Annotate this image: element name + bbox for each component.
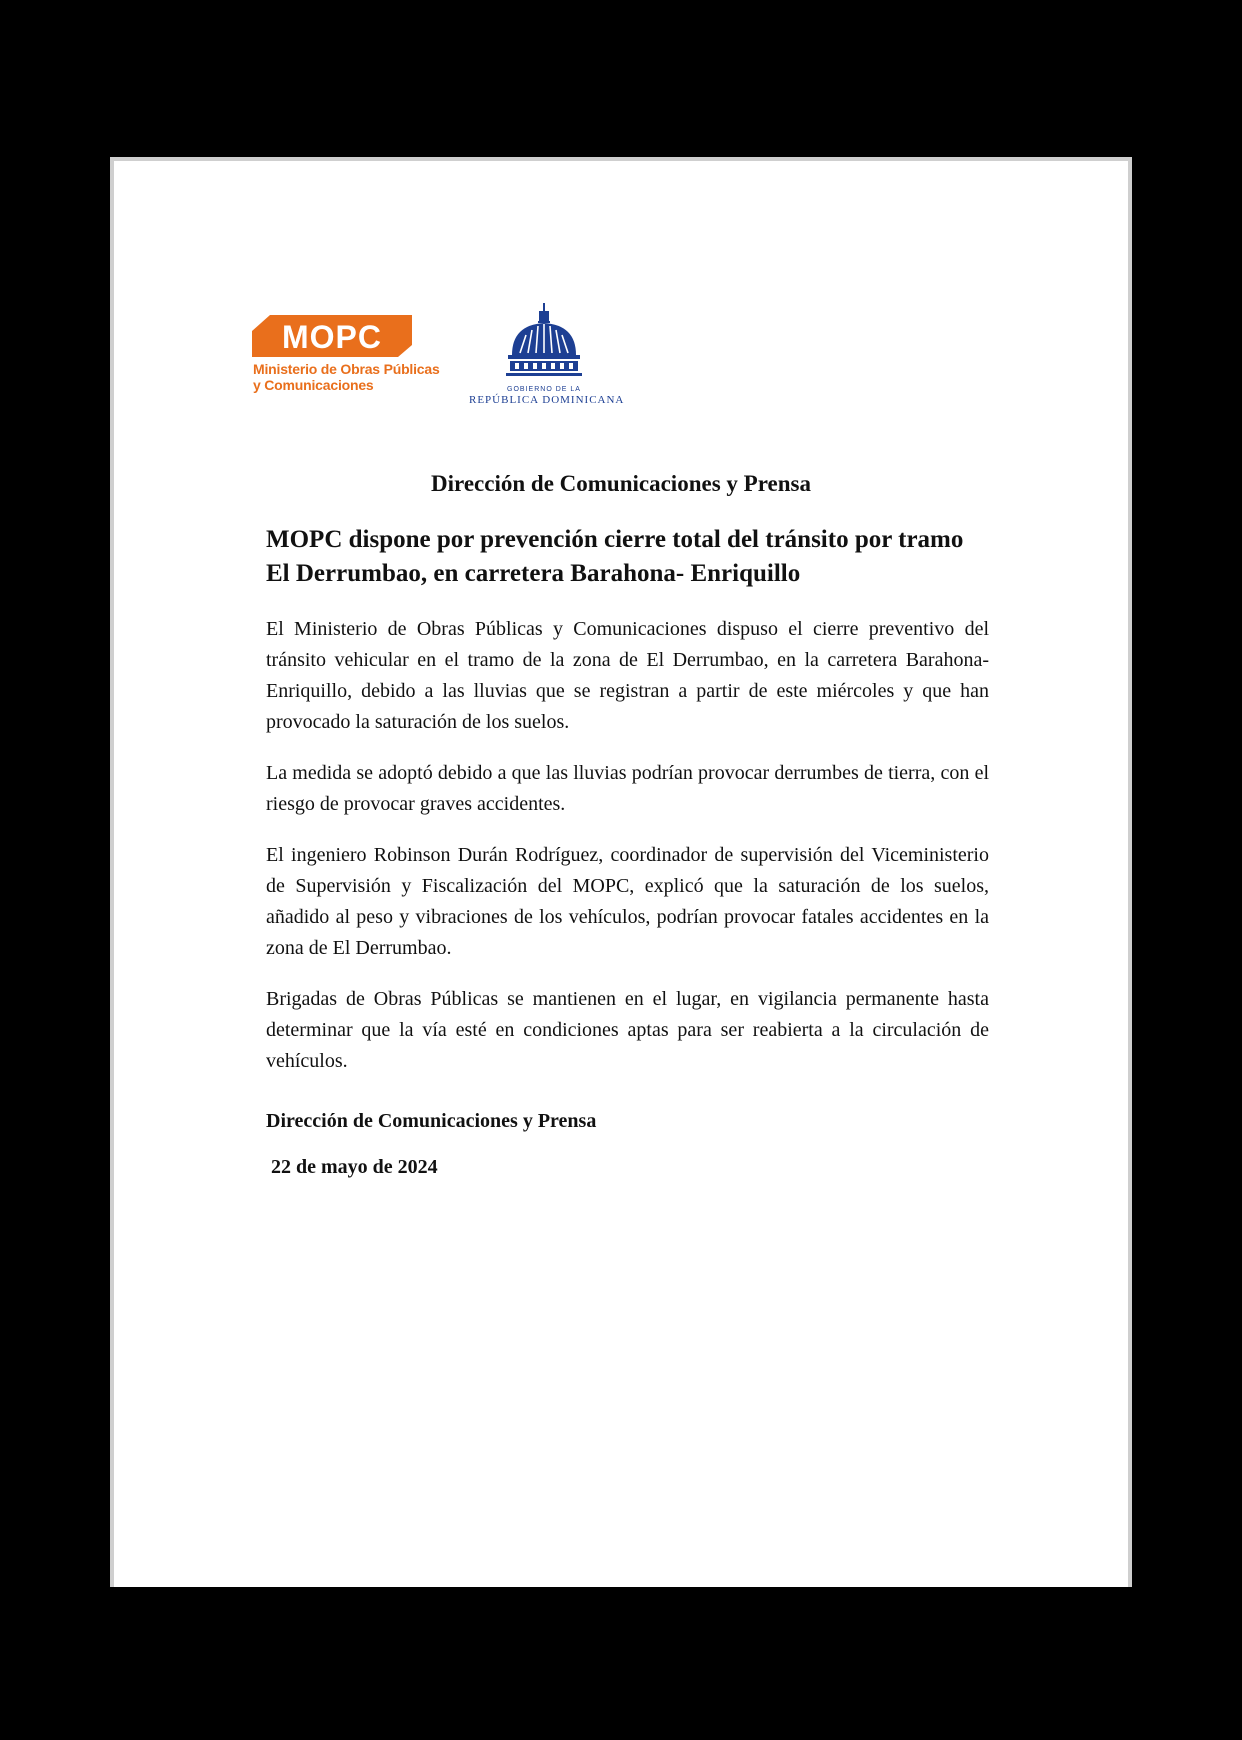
paragraph-2: La medida se adoptó debido a que las lluvias podrían provocar derrumbes de tierra, con el riesgo de provocar graves accidentes. <box>266 762 989 815</box>
paragraph-4: Brigadas de Obras Públicas se mantienen en el lugar, en vigilancia permanente hasta determinar que la vía esté en condiciones aptas para ser reabierta a la circulación de vehículos. <box>266 988 989 1072</box>
headline: MOPC dispone por prevención cierre total del tránsito por tramo El Derrumbao, en carretera Barahona- Enriquillo <box>266 526 964 587</box>
mopc-wordmark: MOPC <box>282 319 382 355</box>
paragraph-1: El Ministerio de Obras Públicas y Comunicaciones dispuso el cierre preventivo del tránsito vehicular en el tramo de la zona de El Derrumbao, en la carretera Barahona- Enriquillo, debido a las lluvias que se registran a partir de este miércoles y que han provocado la saturación de los suelos. <box>266 618 989 733</box>
mopc-subtitle <box>253 361 440 393</box>
document-page <box>110 157 1132 1587</box>
gobierno-small-text: GOBIERNO DE LA <box>507 386 581 393</box>
mopc-subtitle-line2: y Comunicaciones <box>253 377 374 393</box>
date: 22 de mayo de 2024 <box>271 1156 438 1178</box>
paragraph-3: El ingeniero Robinson Durán Rodríguez, coordinador de supervisión del Viceministerio de Supervisión y Fiscalización del MOPC, explicó que la saturación de los suelos, añadido al peso y vibraciones de los vehículos, podrían provocar fatales accidentes en la zona de El Derrumbao. <box>266 844 989 959</box>
section-title: Dirección de Comunicaciones y Prensa <box>431 471 811 496</box>
gobierno-logo <box>469 303 625 407</box>
gobierno-big-text: REPÚBLICA DOMINICANA <box>469 394 625 406</box>
mopc-subtitle-line1: Ministerio de Obras Públicas <box>253 361 440 377</box>
signoff: Dirección de Comunicaciones y Prensa <box>266 1110 597 1132</box>
mopc-logo <box>252 313 412 359</box>
dome-icon <box>502 303 586 379</box>
mopc-logo-mark <box>252 313 412 359</box>
